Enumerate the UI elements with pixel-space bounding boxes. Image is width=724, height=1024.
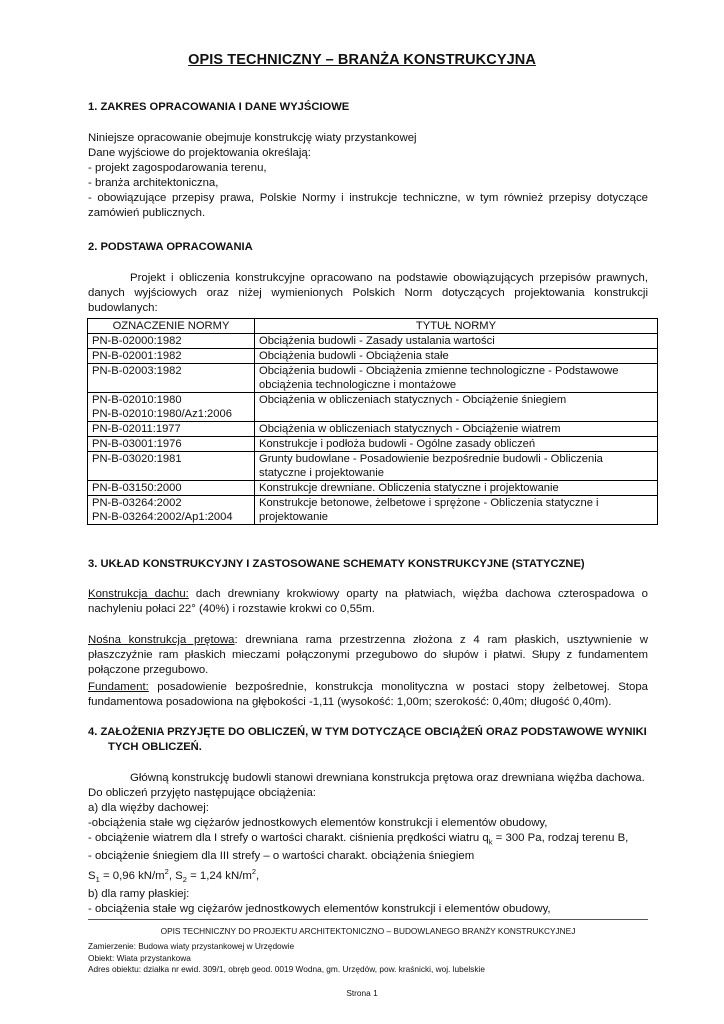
norm-title: Obciążenia w obliczeniach statycznych - Obciążenie śniegiem (255, 393, 658, 422)
snow-subscript: 2 (182, 875, 187, 885)
footer-divider (88, 919, 648, 920)
section-1-line: Niniejsze opracowanie obejmuje konstrukcję wiaty przystankowej (88, 132, 417, 144)
table-row (88, 364, 658, 393)
norm-title: Obciążenia budowli - Zasady ustalania wartości (255, 334, 658, 349)
norm-title: Konstrukcje betonowe, żelbetowe i sprężone - Obliczenia statyczne i projektowanie (255, 496, 658, 525)
section-4-heading (88, 725, 658, 755)
footer-title: OPIS TECHNICZNY DO PROJEKTU ARCHITEKTONICZNO – BUDOWLANEGO BRANŻY KONSTRUKCYJNEJ (160, 926, 576, 936)
norms-table (87, 318, 658, 525)
snow-symbol: , S (168, 870, 183, 883)
footer-project-info (88, 941, 485, 976)
roof-structure-label: Konstrukcja dachu: (88, 588, 189, 600)
snow-value: = 0,96 kN/m (99, 870, 165, 883)
wind-load-line (88, 831, 648, 849)
section-1-heading: 1. ZAKRES OPRACOWANIA I DANE WYJŚCIOWE (88, 101, 350, 113)
norm-title: Konstrukcje drewniane. Obliczenia statyczne i projektowanie (255, 481, 658, 496)
norm-title: Obciążenia budowli - Obciążenia zmienne technologiczne - Podstawowe obciążenia technologiczne i montażowe (255, 364, 658, 393)
snow-unit-exponent: 2 (251, 867, 257, 877)
section-1-line: - projekt zagospodarowania terenu, (88, 162, 267, 174)
table-row (88, 481, 658, 496)
section-4-heading-line: 4. ZAŁOŻENIA PRZYJĘTE DO OBLICZEŃ, W TYM DOTYCZĄCE OBCIĄŻEŃ ORAZ PODSTAWOWE WYNIKI (88, 726, 647, 738)
norm-code-cell (88, 496, 255, 525)
table-header-row (88, 319, 658, 334)
section-3-heading: 3. UKŁAD KONSTRUKCYJNY I ZASTOSOWANE SCHEMATY KONSTRUKCYJNE (STATYCZNE) (88, 558, 585, 570)
snow-subscript: 1 (95, 875, 100, 885)
norm-title: Obciążenia w obliczeniach statycznych - Obciążenie wiatrem (255, 422, 658, 437)
foundation-paragraph (88, 680, 648, 710)
norm-title: Obciążenia budowli - Obciążenia stałe (255, 349, 658, 364)
table-row (88, 437, 658, 452)
snow-end: , (256, 870, 260, 883)
frame-structure-paragraph (88, 633, 648, 678)
table-row (88, 422, 658, 437)
document-title: OPIS TECHNICZNY – BRANŻA KONSTRUKCYJNA (188, 52, 536, 68)
foundation-label: Fundament: (88, 681, 149, 693)
norm-code: PN-B-02003:1982 (88, 364, 255, 393)
frame-structure-label: Nośna konstrukcja prętowa (88, 634, 235, 646)
norm-title: Grunty budowlane - Posadowienie bezpośrednie budowli - Obliczenia statyczne i projektowanie (255, 452, 658, 481)
norm-title: Konstrukcje i podłoża budowli - Ogólne zasady obliczeń (255, 437, 658, 452)
section-4-body (88, 771, 648, 917)
norm-code-amendment: PN-B-03264:2002/Ap1:2004 (92, 511, 233, 523)
table-row (88, 334, 658, 349)
section-2-paragraph: Projekt i obliczenia konstrukcyjne opracowano na podstawie obowiązujących przepisów prawnych, danych wyjściowych oraz niżej wymienionych Polskich Norm dotyczących projektowania konstrukcji budowlanych: (88, 272, 648, 314)
table-header-code: OZNACZENIE NORMY (88, 319, 255, 334)
frame-structure-text: : drewniana rama przestrzenna złożona z 4 ram płaskich, usztywnienie w płaszczyźnie ram płaskich mieczami połączonymi przegubowo do słupów i płatwi. Słupy z fundamentem połączone przegubowo. (88, 634, 649, 676)
section-4-line: -obciążenia stałe wg ciężarów jednostkowych elementów konstrukcji i elementów obudowy, (88, 817, 548, 829)
roof-structure-text: dach drewniany krokwiowy oparty na płatwiach, więźba dachowa czterospadowa o nachyleniu połaci 22° (40%) i rozstawie krokwi co 0,55m. (88, 588, 648, 615)
section-4-line: Do obliczeń przyjęto następujące obciążenia: (88, 787, 316, 799)
footer-line: Zamierzenie: Budowa wiaty przystankowej w Urzędowie (88, 941, 295, 951)
footer-line: Adres obiektu: działka nr ewid. 309/1, obręb geod. 0019 Wodna, gm. Urzędów, pow. kraśnicki, woj. lubelskie (88, 964, 485, 974)
norm-code: PN-B-02011:1977 (88, 422, 255, 437)
norm-code: PN-B-02010:1980 (92, 394, 182, 406)
section-4-line: - obciążenia stałe wg ciężarów jednostkowych elementów konstrukcji i elementów obudowy, (88, 903, 551, 916)
wind-load-value: = 300 Pa, rodzaj terenu B, (492, 832, 629, 844)
table-header-title: TYTUŁ NORMY (255, 319, 658, 334)
snow-unit-exponent: 2 (164, 867, 169, 877)
wind-load-subscript: k (488, 837, 493, 847)
table-row (88, 496, 658, 525)
section-2-heading: 2. PODSTAWA OPRACOWANIA (88, 241, 253, 253)
snow-load-values (88, 864, 648, 887)
roof-structure-paragraph (88, 587, 648, 617)
page-number: Strona 1 (346, 988, 378, 998)
section-4-line: - obciążenie śniegiem dla III strefy – o wartości charakt. obciążenia śniegiem (88, 850, 475, 863)
section-1-body (88, 131, 648, 221)
norm-code: PN-B-03020:1981 (88, 452, 255, 481)
snow-symbol: S (88, 870, 96, 883)
section-4-line: a) dla więźby dachowej: (88, 802, 209, 814)
norm-code: PN-B-03264:2002 (92, 497, 182, 509)
norm-code-cell (88, 393, 255, 422)
section-1-line: - branża architektoniczna, (88, 177, 219, 189)
table-row (88, 452, 658, 481)
section-4-line: b) dla ramy płaskiej: (88, 888, 190, 901)
norm-code: PN-B-02000:1982 (88, 334, 255, 349)
table-row (88, 393, 658, 422)
norm-code-amendment: PN-B-02010:1980/Az1:2006 (92, 408, 232, 420)
section-1-line: Dane wyjściowe do projektowania określają: (88, 147, 311, 159)
section-4-intro: Główną konstrukcję budowli stanowi drewniana konstrukcja prętowa oraz drewniana więźba dachowa. (130, 772, 645, 784)
section-4-heading-line: TYCH OBLICZEŃ. (108, 741, 202, 753)
foundation-text: posadowienie bezpośrednie, konstrukcja monolityczna w postaci stopy żelbetowej. Stopa fundamentowa posadowiona na głębokości -1,11 (wysokość: 1,00m; szerokość: 0,40m; długość 0,40m). (88, 681, 648, 708)
norm-code: PN-B-02001:1982 (88, 349, 255, 364)
footer-line: Obiekt: Wiata przystankowa (88, 952, 191, 963)
snow-value: = 1,24 kN/m (186, 870, 252, 883)
wind-load-text: - obciążenie wiatrem dla I strefy o wartości charakt. ciśnienia prędkości wiatru q (88, 832, 489, 844)
norm-code: PN-B-03150:2000 (88, 481, 255, 496)
section-1-last-paragraph: - obowiązujące przepisy prawa, Polskie Normy i instrukcje techniczne, w tym również przepisy dotyczące zamówień publicznych. (88, 192, 648, 219)
table-row (88, 349, 658, 364)
norm-code: PN-B-03001:1976 (88, 437, 255, 452)
